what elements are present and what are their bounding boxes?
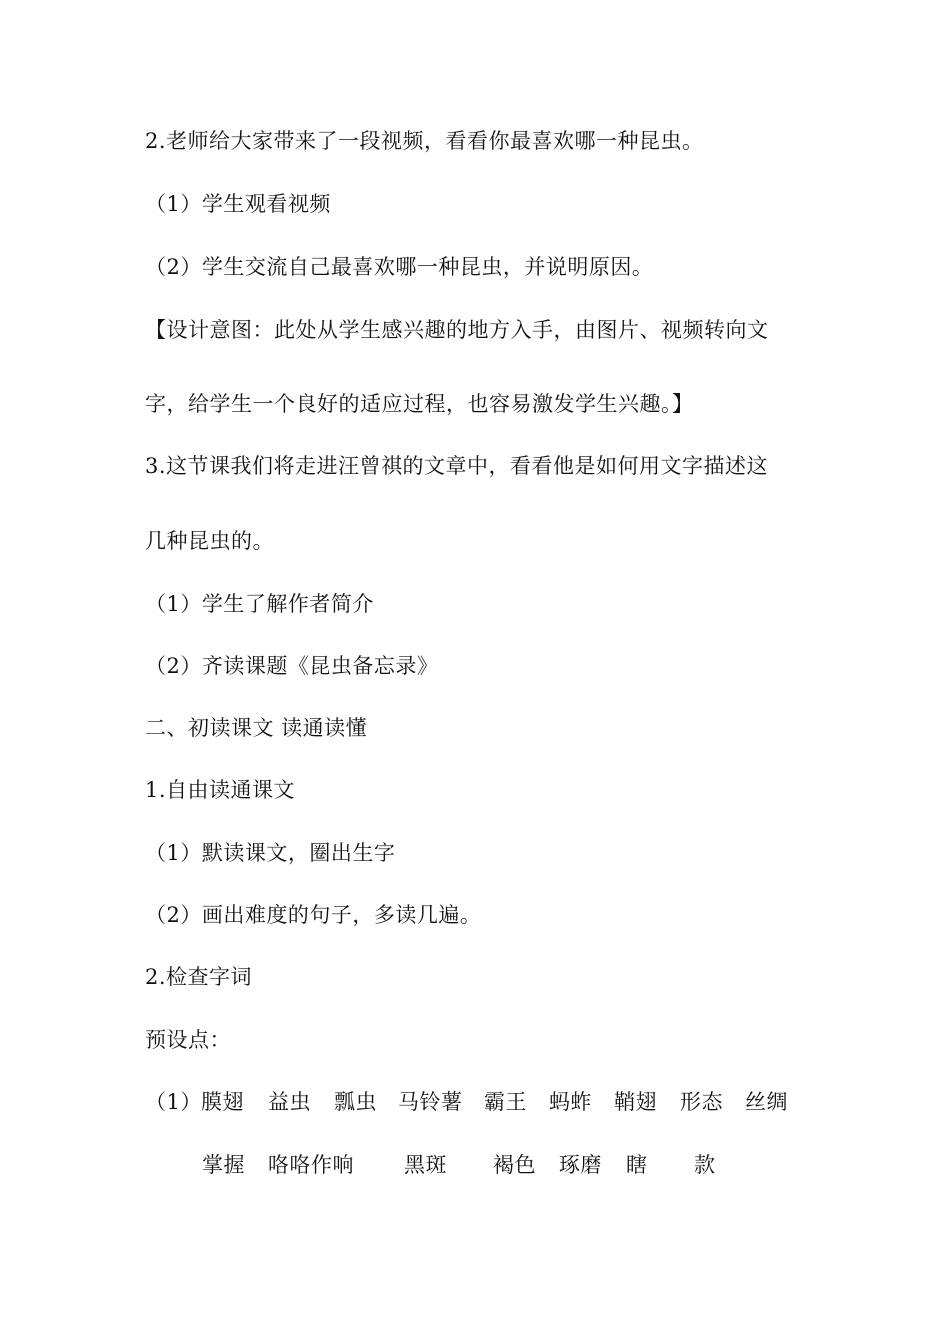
paragraph-share-favorite: （2）学生交流自己最喜欢哪一种昆虫，并说明原因。 — [145, 255, 654, 279]
paragraph-check-words: 2.检查字词 — [145, 965, 253, 989]
vocab-item: 咯咯作响 — [268, 1153, 354, 1177]
paragraph-lesson-intro-line1: 3.这节课我们将走进汪曾祺的文章中，看看他是如何用文字描述这 — [145, 454, 769, 478]
vocab-item: 霸王 — [484, 1090, 527, 1114]
vocab-item: 款 — [694, 1153, 716, 1177]
vocab-item: 马铃薯 — [398, 1090, 463, 1114]
paragraph-preset-points: 预设点： — [145, 1028, 231, 1052]
vocab-item: 益虫 — [268, 1090, 311, 1114]
vocab-item: 褐色 — [493, 1153, 536, 1177]
vocab-item: 瓢虫 — [334, 1090, 377, 1114]
vocab-item: 膜翅 — [201, 1090, 244, 1114]
paragraph-silent-reading: （1）默读课文，圈出生字 — [145, 841, 396, 865]
vocab-item: 瞎 — [626, 1153, 648, 1177]
vocab-item: 丝绸 — [745, 1090, 788, 1114]
paragraph-watch-video: （1）学生观看视频 — [145, 192, 331, 216]
paragraph-lesson-intro-line2: 几种昆虫的。 — [145, 529, 274, 553]
vocab-item: 鞘翅 — [614, 1090, 657, 1114]
paragraph-design-intent-line1: 【设计意图：此处从学生感兴趣的地方入手，由图片、视频转向文 — [145, 318, 769, 342]
section-heading-first-reading: 二、初读课文 读通读懂 — [145, 716, 368, 740]
vocab-item: 琢磨 — [559, 1153, 602, 1177]
paragraph-free-reading: 1.自由读通课文 — [145, 778, 296, 802]
vocab-item: 黑斑 — [404, 1153, 447, 1177]
vocab-item: 形态 — [680, 1090, 723, 1114]
paragraph-author-intro: （1）学生了解作者简介 — [145, 592, 374, 616]
paragraph-mark-sentences: （2）画出难度的句子，多读几遍。 — [145, 903, 482, 927]
paragraph-video-intro: 2.老师给大家带来了一段视频，看看你最喜欢哪一种昆虫。 — [145, 129, 704, 153]
vocab-item: 蚂蚱 — [549, 1090, 592, 1114]
vocab-item-number: （1） — [145, 1090, 202, 1114]
paragraph-design-intent-line2: 字，给学生一个良好的适应过程，也容易激发学生兴趣。】 — [145, 392, 694, 416]
vocab-item: 掌握 — [202, 1153, 245, 1177]
paragraph-read-title: （2）齐读课题《昆虫备忘录》 — [145, 654, 439, 678]
